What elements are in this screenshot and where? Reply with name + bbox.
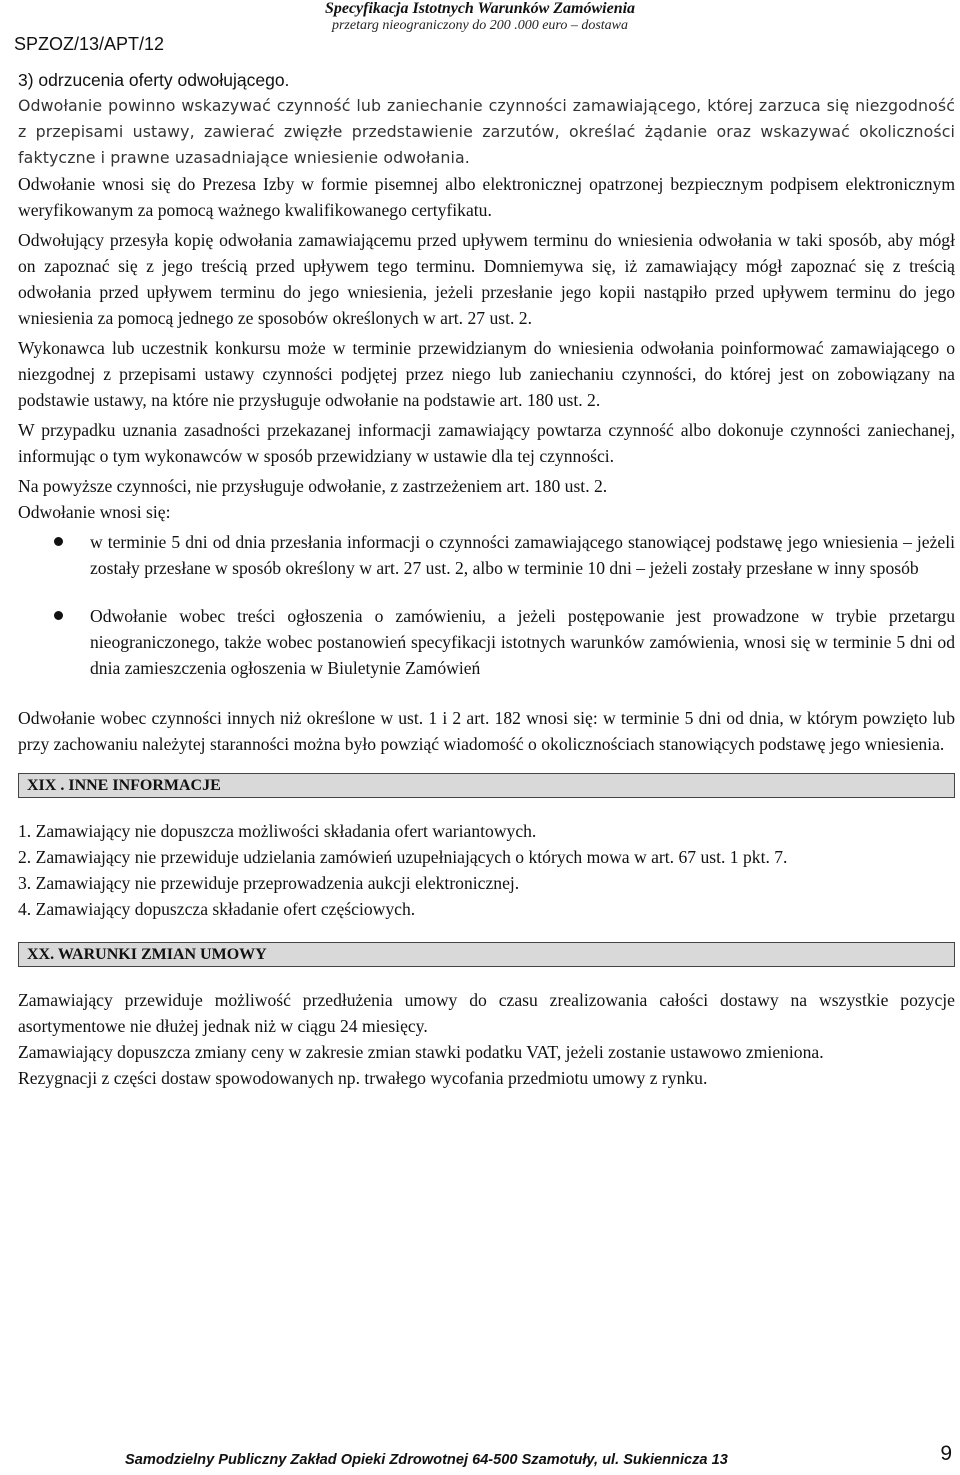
section-xix-list (18, 818, 955, 922)
paragraph-5: Wykonawca lub uczestnik konkursu może w terminie przewidzianym do wniesienia odwołania poinformować zamawiającego o niezgodnej z przepisami ustawy czynności podjętej przez niego lub zaniechaniu czynności, do której jest on zobowiązany na podstawie ustawy, na które nie przysługuje odwołanie na podstawie art. 180 ust. 2. (18, 338, 955, 410)
section-xx-paragraph-3: Rezygnacji z części dostaw spowodowanych np. trwałego wycofania przedmiotu umowy z rynku. (18, 1068, 708, 1088)
paragraph-1: 3) odrzucenia oferty odwołującego. (18, 70, 290, 90)
paragraph-9: Odwołanie wobec czynności innych niż określone w ust. 1 i 2 art. 182 wnosi się: w terminie 5 dni od dnia, w którym powzięto lub przy zachowaniu należytej staranności można było powziąć wiadomość o okolicznościach stanowiących podstawę jego wniesienia. (18, 708, 955, 754)
list-item: 3. Zamawiający nie przewiduje przeprowadzenia aukcji elektronicznej. (18, 873, 520, 893)
document-reference: SPZOZ/13/APT/12 (14, 34, 165, 54)
bullet-text-2: Odwołanie wobec treści ogłoszenia o zamówieniu, a jeżeli postępowanie jest prowadzone w trybie przetargu nieograniczonego, także wobec postanowień specyfikacji istotnych warunków zamówienia, wnosi się w terminie 5 dni od dnia zamieszczenia ogłoszenia w Biuletynie Zamówień (90, 606, 955, 678)
section-heading-xix: XIX . INNE INFORMACJE (18, 773, 955, 798)
page-number: 9 (940, 1442, 952, 1465)
list-item: 4. Zamawiający dopuszcza składanie ofert częściowych. (18, 899, 416, 919)
section-xx-paragraph-2: Zamawiający dopuszcza zmiany ceny w zakresie zmian stawki podatku VAT, jeżeli zostanie ustawowo zmieniona. (18, 1042, 824, 1062)
page-footer: Samodzielny Publiczny Zakład Opieki Zdrowotnej 64-500 Szamotuły, ul. Sukiennicza 13 (125, 1452, 728, 1468)
section-heading-xx: XX. WARUNKI ZMIAN UMOWY (18, 942, 955, 967)
paragraph-7: Na powyższe czynności, nie przysługuje odwołanie, z zastrzeżeniem art. 180 ust. 2. (18, 476, 608, 496)
bullet-icon (54, 611, 63, 620)
document-header-subtitle: przetarg nieograniczony do 200 .000 euro – dostawa (331, 18, 629, 33)
paragraph-6: W przypadku uznania zasadności przekazanej informacji zamawiający powtarza czynność albo dokonuje czynności zaniechanej, informując o tym wykonawców w sposób przewidziany w ustawie dla tej czynności. (18, 420, 955, 466)
list-item (18, 529, 955, 581)
document-header-title: Specyfikacja Istotnych Warunków Zamówienia (324, 0, 636, 17)
bullet-icon (54, 537, 63, 546)
document-body (18, 67, 955, 1091)
list-item: 1. Zamawiający nie dopuszcza możliwości składania ofert wariantowych. (18, 821, 537, 841)
bullet-text-1: w terminie 5 dni od dnia przesłania informacji o czynności zamawiającego stanowiącej podstawę jego wniesienia – jeżeli zostały przesłane w sposób określony w art. 27 ust. 2, albo w terminie 10 dni – jeżeli zostały przesłane w inny sposób (90, 532, 955, 578)
paragraph-2: Odwołanie powinno wskazywać czynność lub zaniechanie czynności zamawiającego, której zarzuca się niezgodność z przepisami ustawy, zawierać zwięzłe przedstawienie zarzutów, określać żądanie oraz wskazywać okoliczności faktyczne i prawne uzasadniające wniesienie odwołania. (18, 96, 955, 167)
paragraph-3: Odwołanie wnosi się do Prezesa Izby w formie pisemnej albo elektronicznej opatrzonej bezpiecznym podpisem elektronicznym weryfikowanym za pomocą ważnego kwalifikowanego certyfikatu. (18, 174, 955, 220)
paragraph-8: Odwołanie wnosi się: (18, 502, 171, 522)
paragraph-4: Odwołujący przesyła kopię odwołania zamawiającemu przed upływem terminu do wniesienia odwołania w taki sposób, aby mógł on zapoznać się z jego treścią przed upływem tego terminu. Domniemywa się, iż zamawiający mógł zapoznać się z treścią odwołania przed upływem terminu do jego wniesienia, jeżeli przesłanie jego kopii nastąpiło przed upływem terminu do jego wniesienia za pomocą jednego ze sposobów określonych w art. 27 ust. 2. (18, 230, 955, 328)
list-item (18, 603, 955, 681)
list-item: 2. Zamawiający nie przewiduje udzielania zamówień uzupełniających o których mowa w art. 67 ust. 1 pkt. 7. (18, 847, 788, 867)
section-xx-paragraph-1: Zamawiający przewiduje możliwość przedłużenia umowy do czasu zrealizowania całości dostawy na wszystkie pozycje asortymentowe nie dłużej jednak niż w ciągu 24 miesięcy. (18, 990, 955, 1036)
